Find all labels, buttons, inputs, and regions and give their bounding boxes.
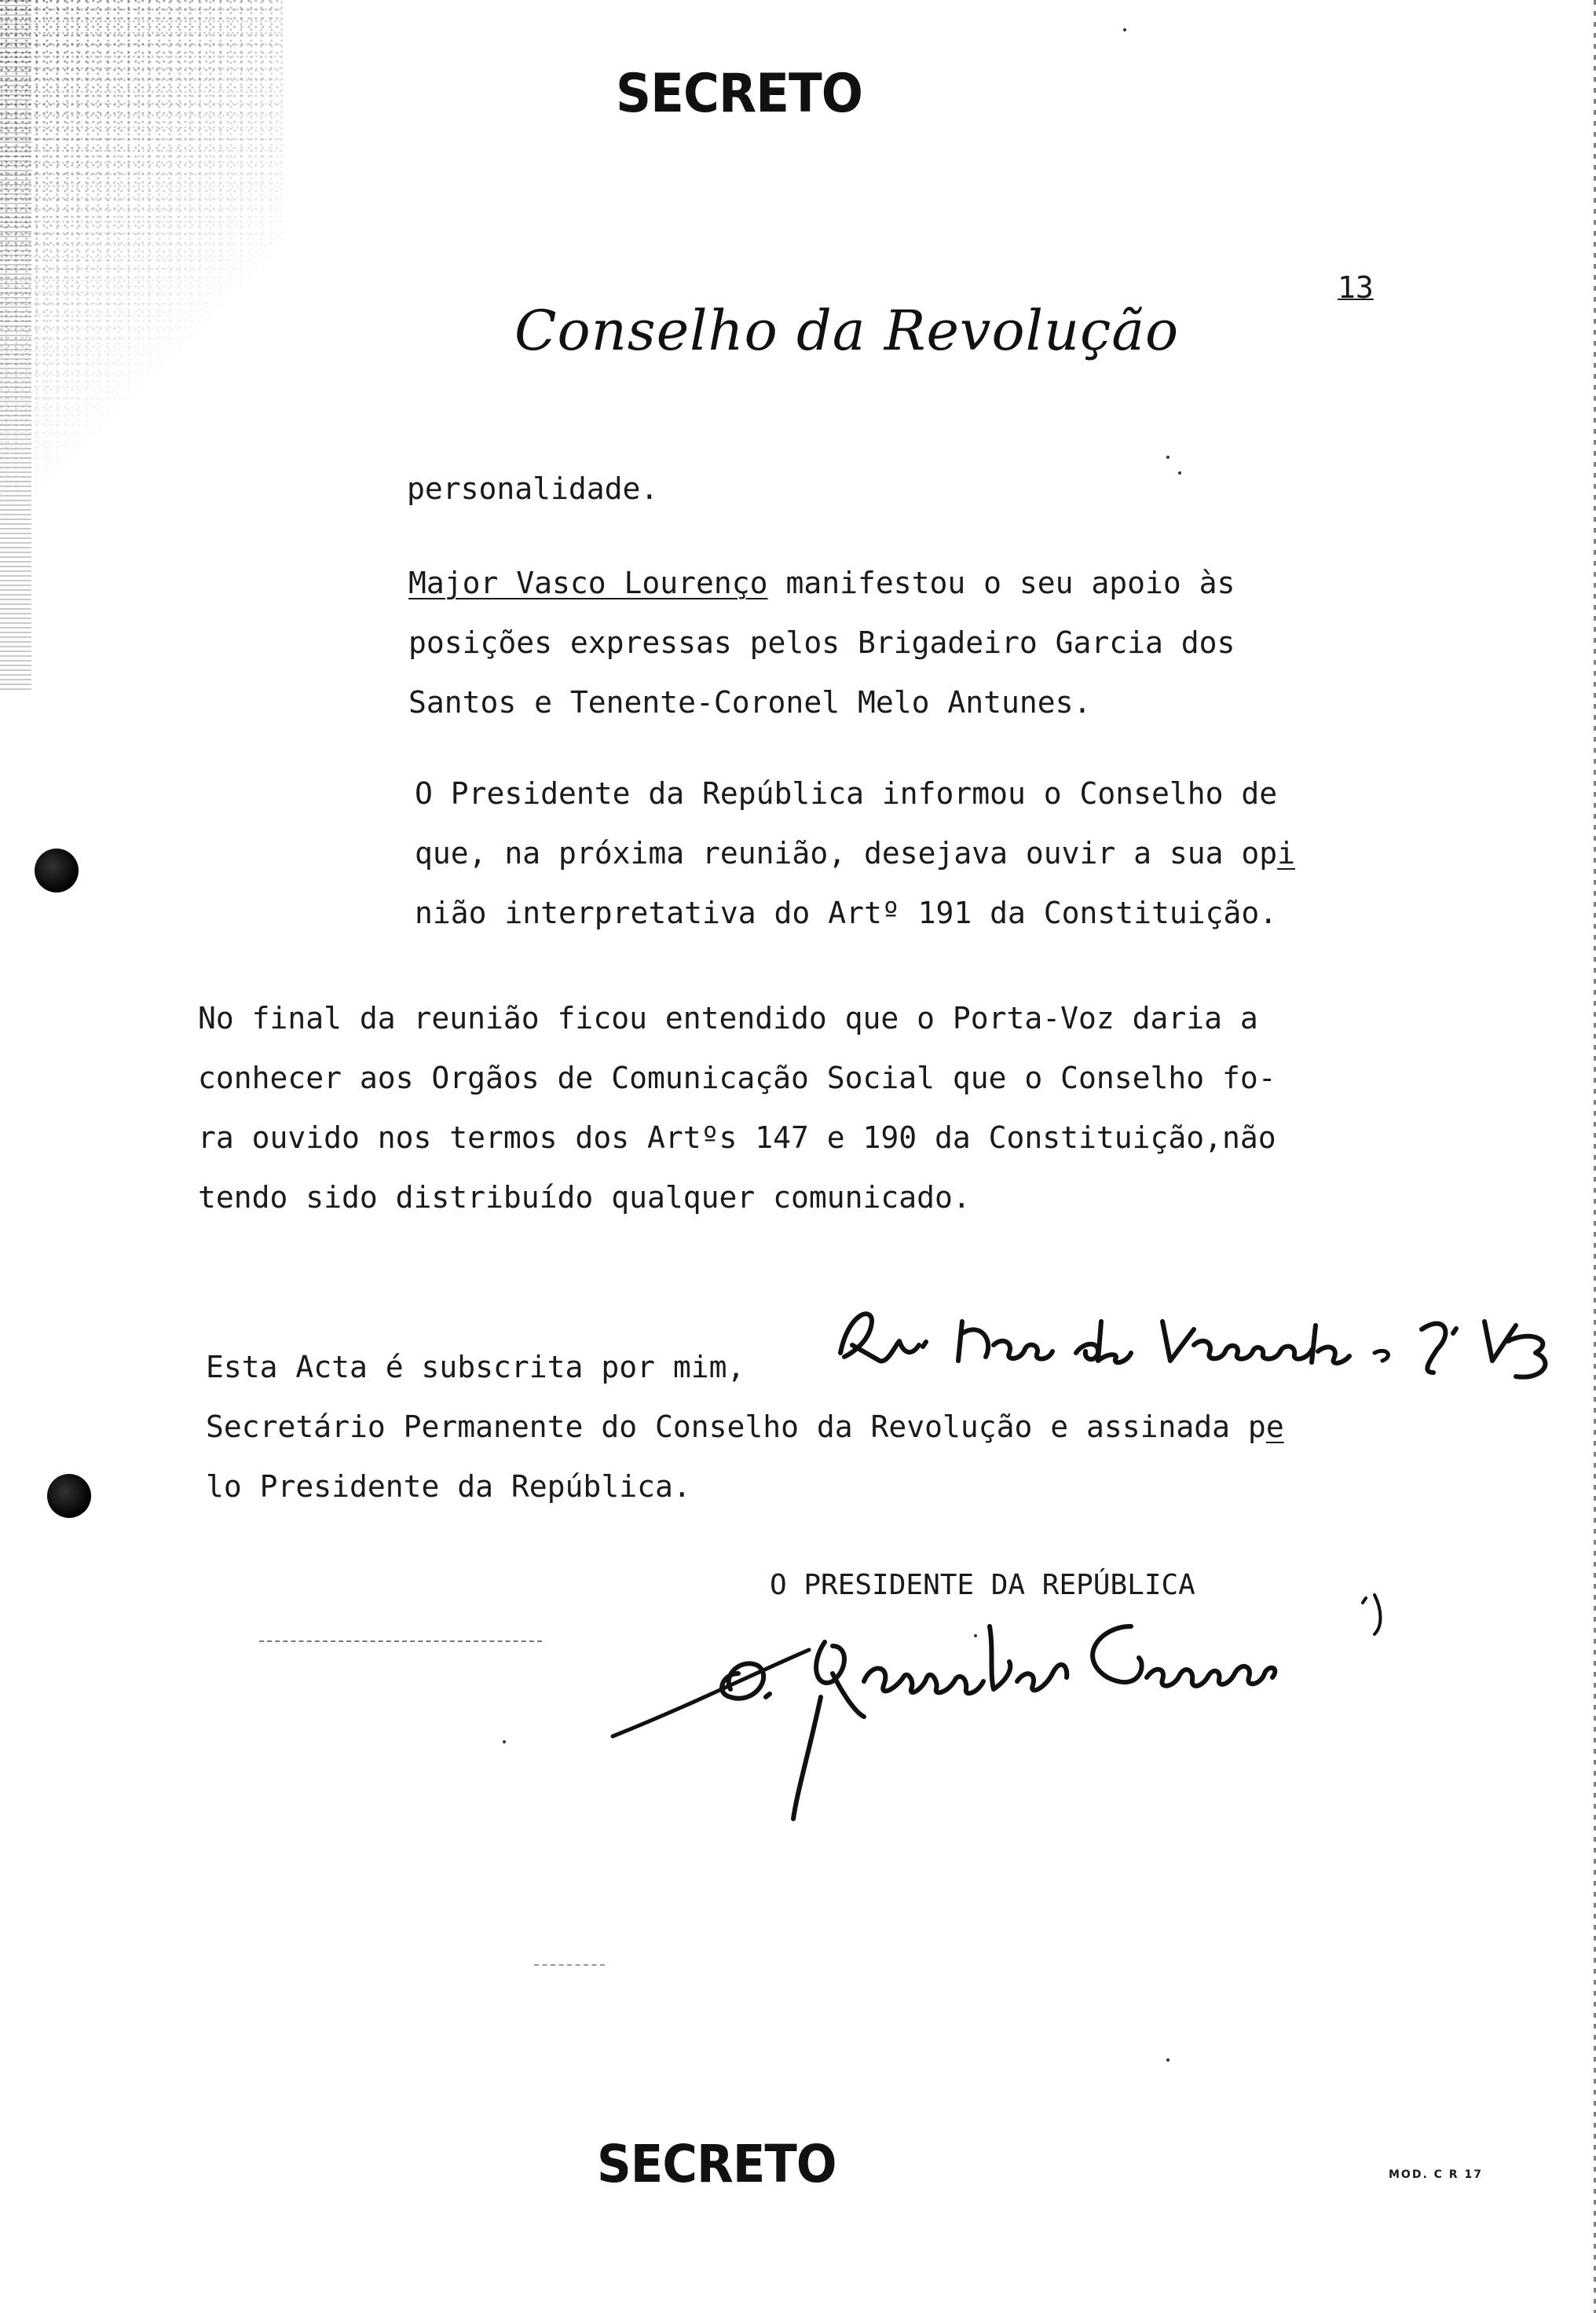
form-code: MOD. C R 17 xyxy=(1389,2168,1483,2181)
underlined-name: Major Vasco Lourenço xyxy=(408,566,768,600)
president-signature xyxy=(597,1579,1500,1831)
classification-stamp-bottom: SECRETO xyxy=(597,2134,836,2194)
president-title-label: O PRESIDENTE DA REPÚBLICA xyxy=(770,1569,1195,1601)
punch-hole-bottom xyxy=(47,1474,91,1518)
scan-dash-line xyxy=(534,1964,605,1966)
scan-speck xyxy=(974,1634,977,1637)
scan-speck xyxy=(1123,28,1126,31)
paragraph-line: ra ouvido nos termos dos Artºs 147 e 190 da Constituição,não xyxy=(198,1120,1276,1155)
scan-dash-line xyxy=(259,1640,542,1642)
paragraph-line: conhecer aos Orgãos de Comunicação Social que o Conselho fo- xyxy=(198,1061,1276,1095)
paragraph-line: No final da reunião ficou entendido que o Porta-Voz daria a xyxy=(198,1001,1258,1036)
secretary-signature xyxy=(825,1298,1555,1392)
letterhead-title: Conselho da Revolução xyxy=(514,299,1180,363)
scan-speck xyxy=(1166,2058,1170,2062)
paragraph-line: personalidade. xyxy=(407,471,659,506)
scan-speck xyxy=(1166,456,1170,459)
paragraph-continuation xyxy=(407,459,658,519)
scan-noise xyxy=(0,0,283,707)
paragraph-final-meeting xyxy=(198,988,1276,1227)
scan-speck xyxy=(1178,471,1181,475)
paragraph-line: Santos e Tenente-Coronel Melo Antunes. xyxy=(408,685,1092,720)
paragraph-line: tendo sido distribuído qualquer comunicado. xyxy=(198,1180,971,1215)
paragraph-line: Major Vasco Lourenço manifestou o seu apoio às xyxy=(408,566,1235,600)
paragraph-line: nião interpretativa do Artº 191 da Constituição. xyxy=(415,896,1278,930)
paragraph-major-lourenco xyxy=(408,553,1235,732)
page-number: 13 xyxy=(1338,270,1374,305)
paragraph-line: Esta Acta é subscrita por mim, xyxy=(206,1350,745,1384)
scan-speck xyxy=(503,1740,506,1743)
punch-hole-top xyxy=(35,849,79,893)
underlined-hyphenation: e xyxy=(1265,1409,1284,1444)
paragraph-line: que, na próxima reunião, desejava ouvir a sua opi xyxy=(415,836,1296,871)
paragraph-line: O Presidente da República informou o Conselho de xyxy=(415,776,1278,811)
paragraph-line: Secretário Permanente do Conselho da Revolução e assinada pe xyxy=(206,1409,1284,1444)
paragraph-line: lo Presidente da República. xyxy=(206,1469,691,1504)
underlined-hyphenation: i xyxy=(1277,836,1296,871)
classification-stamp-top: SECRETO xyxy=(616,63,863,125)
scan-edge-noise xyxy=(0,0,31,691)
paragraph-line: posições expressas pelos Brigadeiro Garcia dos xyxy=(408,625,1235,660)
paragraph-president-info xyxy=(415,764,1295,943)
